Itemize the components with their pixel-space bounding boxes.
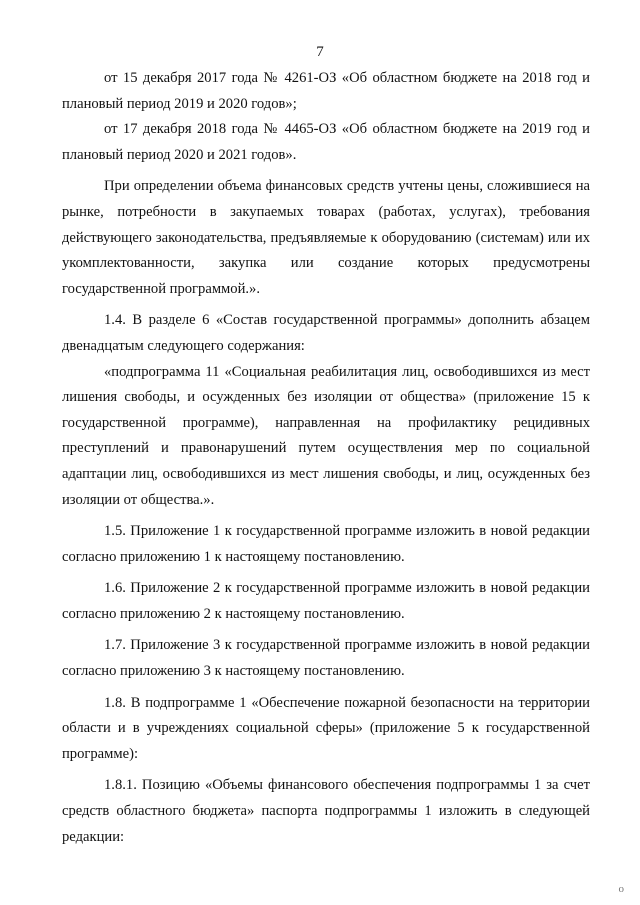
paragraph-1-5: 1.5. Приложение 1 к государственной программе изложить в новой редакции согласно приложению 1 к настоящему постановлению. bbox=[62, 523, 590, 565]
paragraph-1-8: 1.8. В подпрограмме 1 «Обеспечение пожарной безопасности на территории области и в учреждениях социальной сферы» (приложение 5 к государственной программе): bbox=[62, 694, 590, 762]
paragraph-law-2017: от 15 декабря 2017 года № 4261-ОЗ «Об областном бюджете на 2018 год и плановый период 2019 и 2020 годов»; bbox=[62, 70, 590, 112]
paragraph-1-8-1: 1.8.1. Позицию «Объемы финансового обеспечения подпрограммы 1 за счет средств областного бюджета» паспорта подпрограммы 1 изложить в следующей редакции: bbox=[62, 777, 590, 845]
document-body bbox=[62, 66, 590, 856]
paragraph-subprogram-11: «подпрограмма 11 «Социальная реабилитация лиц, освободившихся из мест лишения свободы, и осужденных без изоляции от общества» (приложение 15 к государственной программе), направленная на профилактику рецидивных преступлений и правонарушений путем осуществления мер по социальной адаптации лиц, освободившихся из мест лишения свободы, и лиц, осужденных без изоляции от общества.». bbox=[62, 363, 590, 508]
paragraph-1-4: 1.4. В разделе 6 «Состав государственной программы» дополнить абзацем двенадцатым следующего содержания: bbox=[62, 312, 590, 354]
paragraph-1-6: 1.6. Приложение 2 к государственной программе изложить в новой редакции согласно приложению 2 к настоящему постановлению. bbox=[62, 580, 590, 622]
paragraph-law-2018: от 17 декабря 2018 года № 4465-ОЗ «Об областном бюджете на 2019 год и плановый период 2020 и 2021 годов». bbox=[62, 121, 590, 163]
corner-mark: о bbox=[618, 883, 624, 895]
paragraph-1-7: 1.7. Приложение 3 к государственной программе изложить в новой редакции согласно приложению 3 к настоящему постановлению. bbox=[62, 637, 590, 680]
page-number: 7 bbox=[316, 44, 324, 60]
paragraph-financing-prices: При определении объема финансовых средств учтены цены, сложившиеся на рынке, потребности в закупаемых товарах (работах, услугах), требования действующего законодательства, предъявляемые к оборудованию (системам) или их укомплектованности, закупка или создание которых предусмотрены государственной программой.». bbox=[62, 178, 590, 297]
